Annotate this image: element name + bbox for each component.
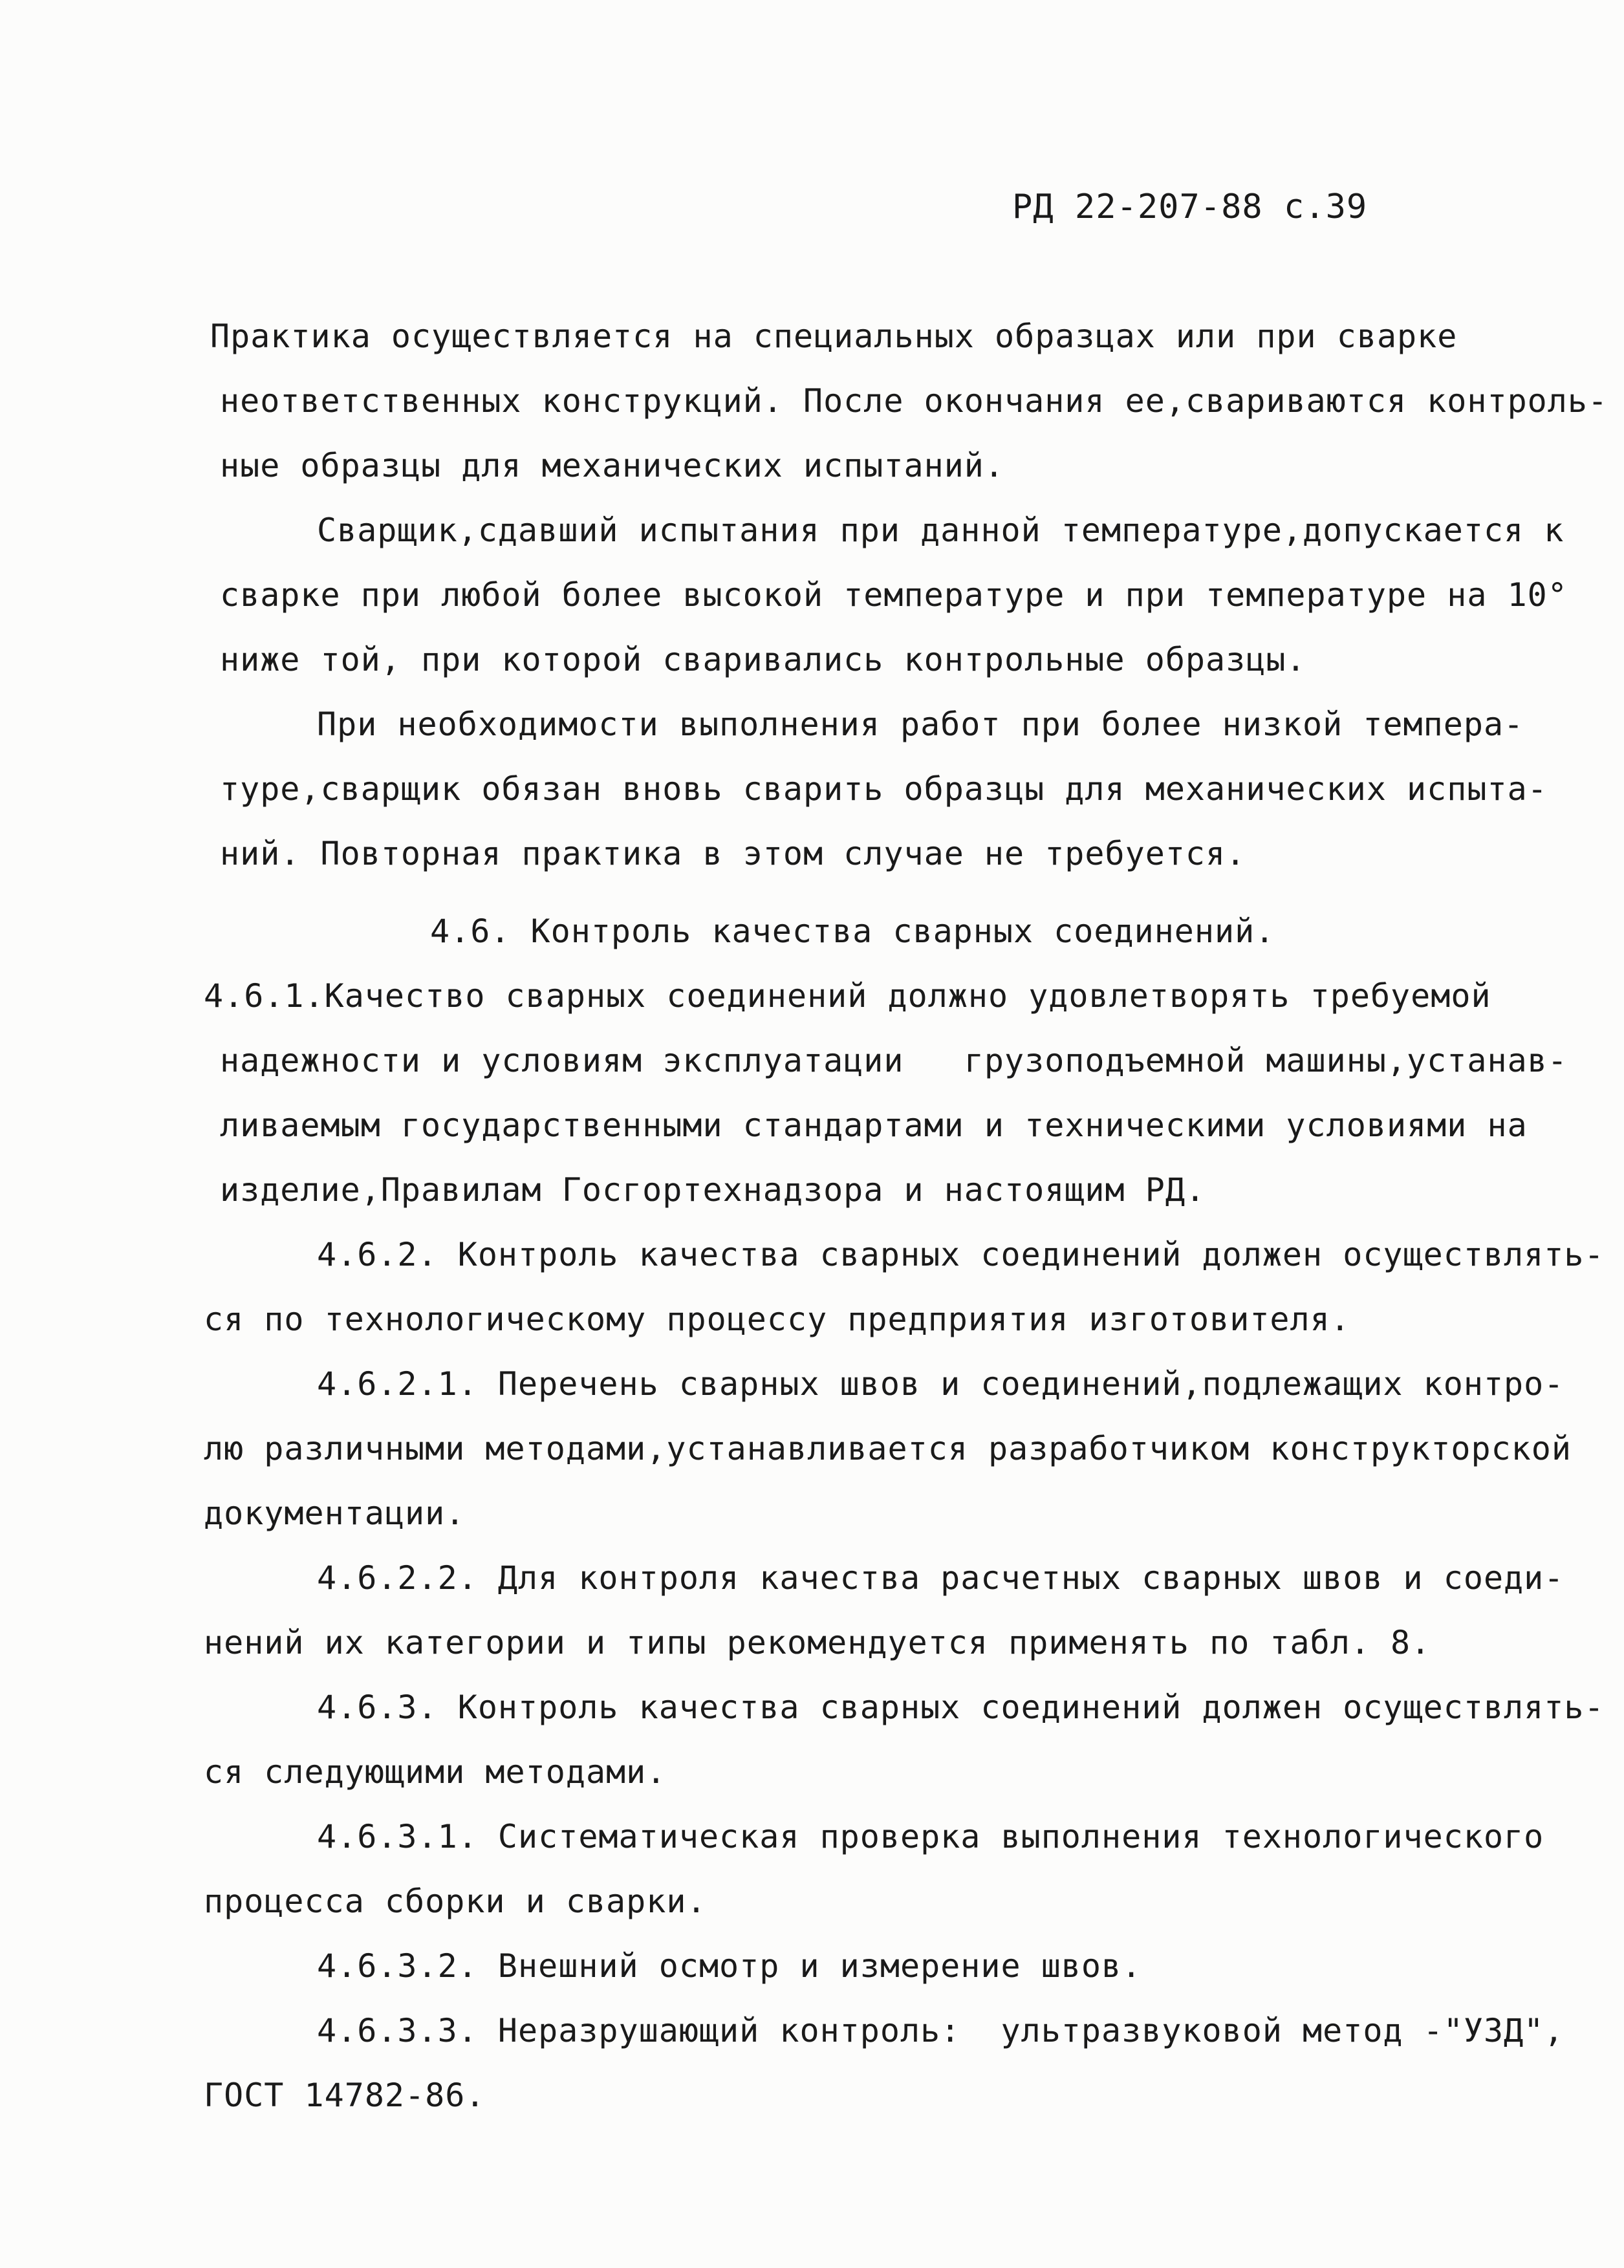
text-line: процесса сборки и сварки. <box>204 1883 707 1920</box>
text-line: ся по технологическому процессу предприятия изготовителя. <box>204 1301 1350 1338</box>
text-line: ниже той, при которой сваривались контрольные образцы. <box>220 641 1306 678</box>
text-line: ные образцы для механических испытаний. <box>220 447 1004 484</box>
text-line: 4.6.3.2. Внешний осмотр и измерение швов. <box>317 1947 1142 1985</box>
text-line: ний. Повторная практика в этом случае не требуется. <box>220 835 1246 872</box>
text-line: документации. <box>204 1495 466 1532</box>
text-line: сварке при любой более высокой температуре и при температуре на 10° <box>220 576 1568 614</box>
text-line: 4.6.2. Контроль качества сварных соединений должен осуществлять- <box>317 1236 1605 1273</box>
text-line: 4.6.3.3. Неразрушающий контроль: ультразвуковой метод -"УЗД", <box>317 2012 1564 2049</box>
text-line: нений их категории и типы рекомендуется применять по табл. 8. <box>204 1624 1431 1661</box>
text-line: Сварщик,сдавший испытания при данной температуре,допускается к <box>317 512 1564 549</box>
text-line: туре,сварщик обязан вновь сварить образцы для механических испыта- <box>220 770 1548 808</box>
text-line: 4.6.2.2. Для контроля качества расчетных сварных швов и соеди- <box>317 1559 1564 1597</box>
text-line: неответственных конструкций. После окончания ее,свариваются контроль- <box>220 382 1608 420</box>
text-line: При необходимости выполнения работ при более низкой темпера- <box>317 706 1524 743</box>
text-line: лю различными методами,устанавливается разработчиком конструкторской <box>204 1430 1572 1467</box>
text-line: ливаемым государственными стандартами и техническими условиями на <box>220 1107 1528 1144</box>
text-line: 4.6.3.1. Систематическая проверка выполнения технологического <box>317 1818 1544 1855</box>
text-line: изделие,Правилам Госгортехнадзора и настоящим РД. <box>220 1171 1206 1209</box>
text-line: Практика осуществляется на специальных образцах или при сварке <box>210 318 1458 355</box>
text-line: 4.6.3. Контроль качества сварных соединений должен осуществлять- <box>317 1689 1605 1726</box>
text-line: 4.6.2.1. Перечень сварных швов и соединений,подлежащих контро- <box>317 1365 1564 1403</box>
text-line: 4.6.1.Качество сварных соединений должно удовлетворять требуемой <box>204 977 1491 1015</box>
text-line: ся следующими методами. <box>204 1753 667 1791</box>
text-line: надежности и условиям эксплуатации грузоподъемной машины,устанав- <box>220 1042 1568 1079</box>
page-header: РД 22-207-88 с.39 <box>1012 188 1368 226</box>
text-line: ГОСТ 14782-86. <box>204 2077 486 2114</box>
section-heading: 4.6. Контроль качества сварных соединений. <box>430 913 1275 950</box>
